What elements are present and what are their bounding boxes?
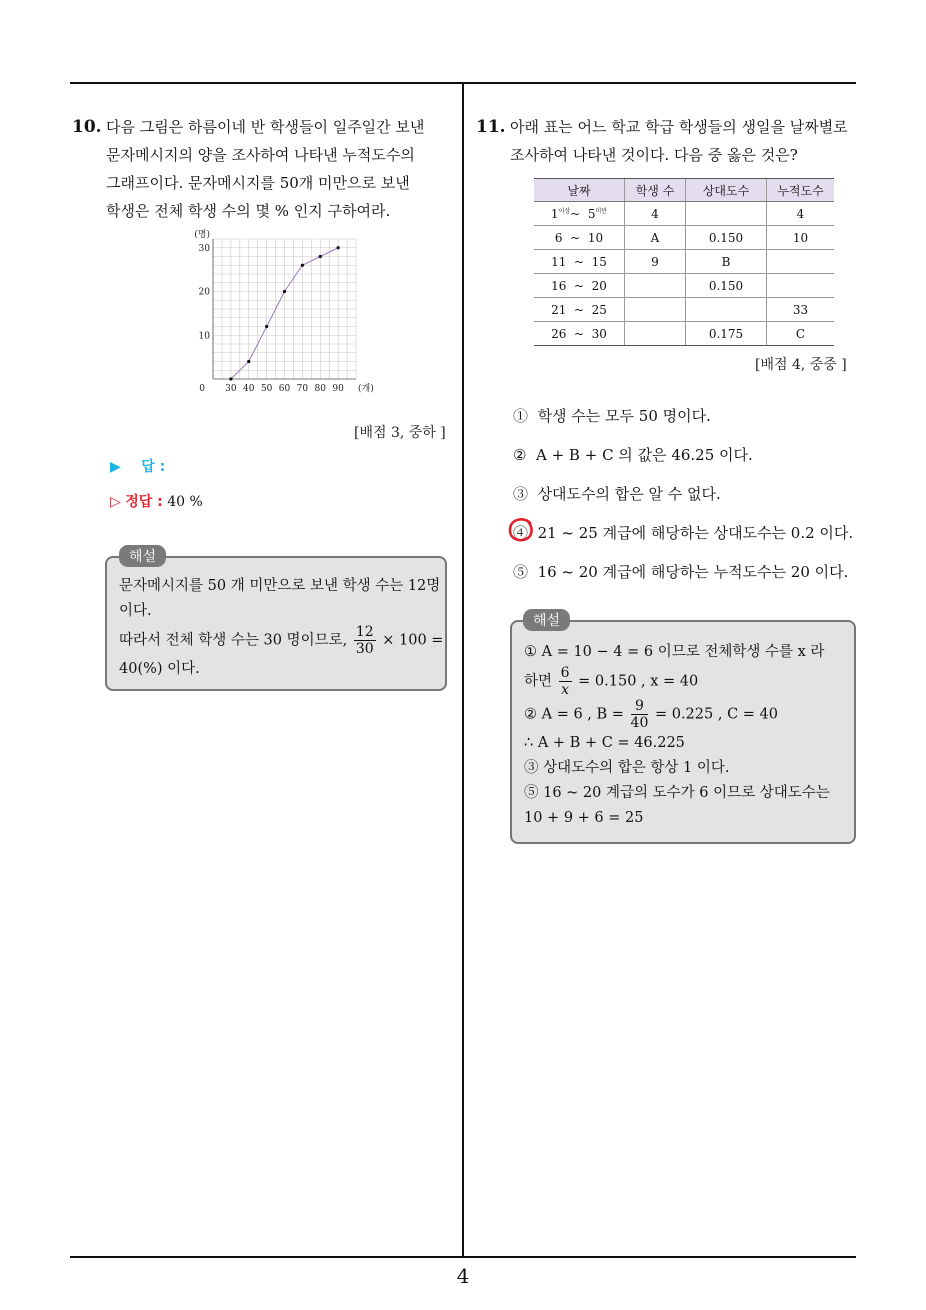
y-tick-label: 10 [198, 331, 210, 342]
table-cell: 16 ~ 20 [534, 274, 625, 298]
table-cell [767, 274, 835, 298]
table-cell [625, 322, 686, 346]
option-4[interactable] [513, 522, 853, 543]
solution-text: 따라서 전체 학생 수는 30 명이므로, [119, 632, 348, 649]
option-mark: ③ [513, 485, 529, 503]
table-cell: 6 ~ 10 [534, 226, 625, 250]
table-cell: B [686, 250, 767, 274]
option-text: 16 ~ 20 계급에 해당하는 누적도수는 20 이다. [537, 563, 849, 581]
solution-fraction [631, 698, 649, 731]
question-text-line: 학생은 전체 학생 수의 몇 % 인지 구하여라. [106, 202, 391, 220]
solution-line: 문자메시지를 50 개 미만으로 보낸 학생 수는 12명 [119, 578, 441, 594]
bottom-rule [70, 1256, 856, 1258]
option-1[interactable] [513, 405, 711, 426]
table-cell: 26 ~ 30 [534, 322, 625, 346]
data-point [265, 325, 268, 328]
table-row [534, 274, 834, 298]
fraction-numerator: 6 [560, 665, 570, 681]
fraction-denominator: x [561, 682, 570, 698]
table-row [534, 202, 834, 226]
x-tick-label: 90 [332, 384, 344, 394]
x-tick-label: 80 [314, 384, 326, 394]
question-10-score: [배점 3, 중하 ] [354, 425, 446, 441]
option-mark: ④ [513, 524, 529, 542]
option-mark: ① [513, 407, 529, 425]
column-divider [462, 84, 464, 1256]
data-point [247, 360, 250, 363]
solution-text: 하면 [524, 673, 553, 690]
answer-row [110, 456, 165, 476]
solution-text: = 0.150 , x = 40 [578, 673, 699, 690]
table-cell: 11 ~ 15 [534, 250, 625, 274]
solution-tag-11: 해설 [523, 609, 570, 631]
table-row [534, 322, 834, 346]
fraction-numerator: 12 [355, 624, 374, 640]
question-text-line: 문자메시지의 양을 조사하여 나타낸 누적도수의 [106, 146, 415, 164]
table-row [534, 226, 834, 250]
range-to: 5 [587, 207, 596, 221]
question-11-text [510, 113, 860, 169]
data-point [301, 264, 304, 267]
question-10-text [106, 113, 446, 225]
solution-text: = 0.225 , C = 40 [654, 706, 778, 723]
x-tick-label: 30 [225, 384, 237, 394]
table-header: 누적도수 [767, 179, 835, 202]
data-point [319, 255, 322, 258]
fraction-numerator: 9 [631, 698, 649, 715]
solution-text: ② A = 6 , B = [524, 706, 624, 723]
correct-answer-row [110, 491, 203, 511]
solution-line: ③ 상대도수의 합은 항상 1 이다. [524, 760, 730, 776]
option-text: 학생 수는 모두 50 명이다. [537, 407, 711, 425]
option-mark: ⑤ [513, 563, 529, 581]
table-cell: C [767, 322, 835, 346]
table-cell: A [625, 226, 686, 250]
cumulative-frequency-chart [190, 226, 380, 398]
range-from-sup: 이상 [558, 208, 571, 215]
solution-line: ⑤ 16 ~ 20 계급의 도수가 6 이므로 상대도수는 [524, 785, 830, 801]
answer-label: 답 : [141, 459, 166, 475]
option-mark: ② [513, 446, 527, 464]
question-10-number: 10. [72, 117, 102, 137]
table-cell: 4 [625, 202, 686, 226]
question-text-line: 조사하여 나타낸 것이다. 다음 중 옳은 것은? [510, 146, 798, 164]
solution-fraction [559, 665, 572, 698]
table-cell [686, 202, 767, 226]
option-3[interactable] [513, 483, 721, 504]
origin-label: 0 [199, 384, 205, 394]
table-cell [625, 298, 686, 322]
solution-line: 이다. [119, 603, 152, 619]
table-cell-range: $1^{이상}\sim$ $5^{미만}$ [534, 202, 625, 226]
table-cell [767, 250, 835, 274]
data-point [283, 290, 286, 293]
solution-line: ① A = 10 − 4 = 6 이므로 전체학생 수를 x 라 [524, 644, 825, 660]
data-point [229, 377, 232, 380]
option-text: A + B + C 의 값은 46.25 이다. [536, 446, 753, 464]
table-cell [686, 298, 767, 322]
fraction-denominator: 30 [355, 641, 374, 657]
x-tick-label: 60 [278, 384, 291, 394]
question-text-line: 그래프이다. 문자메시지를 50개 미만으로 보낸 [106, 174, 410, 192]
table-row [534, 250, 834, 274]
question-text-line: 다음 그림은 하름이네 반 학생들이 일주일간 보낸 [106, 118, 425, 136]
table-row [534, 298, 834, 322]
table-cell: 10 [767, 226, 835, 250]
correct-arrow-icon: ▷ [110, 494, 121, 510]
page-number: 4 [456, 1264, 470, 1288]
table-header: 상대도수 [686, 179, 767, 202]
table-cell: 33 [767, 298, 835, 322]
frequency-table [534, 178, 834, 346]
table-header: 날짜 [534, 179, 625, 202]
correct-label: 정답 : [125, 494, 163, 510]
solution-fraction [354, 624, 376, 657]
table-cell: 21 ~ 25 [534, 298, 625, 322]
question-text-line: 아래 표는 어느 학교 학급 학생들의 생일을 날짜별로 [510, 118, 848, 136]
solution-line: 40(%) 이다. [119, 661, 200, 677]
solution-box-10 [105, 556, 447, 691]
x-tick-label: 70 [296, 384, 309, 394]
x-tick-label: 50 [260, 384, 273, 394]
solution-tag-10: 해설 [119, 545, 166, 567]
option-text: 21 ~ 25 계급에 해당하는 상대도수는 0.2 이다. [537, 524, 854, 542]
data-point [337, 246, 340, 249]
selected-answer-circle-icon [506, 516, 536, 546]
solution-line [524, 698, 854, 731]
y-axis-label: (명) [194, 230, 210, 240]
range-from: 1 [550, 207, 559, 221]
solution-line: ∴ A + B + C = 46.225 [524, 735, 685, 751]
table-cell: 0.150 [686, 226, 767, 250]
option-text: 상대도수의 합은 알 수 없다. [537, 485, 721, 503]
table-header: 학생 수 [625, 179, 686, 202]
table-cell: 0.175 [686, 322, 767, 346]
solution-line [524, 665, 854, 698]
solution-line: 10 + 9 + 6 = 25 [524, 810, 644, 826]
fraction-denominator: 40 [630, 715, 649, 731]
answer-arrow-icon: ▶ [110, 459, 121, 475]
table-cell: 0.150 [686, 274, 767, 298]
solution-line [119, 624, 445, 657]
table-cell [625, 274, 686, 298]
solution-text: × 100 = [382, 632, 444, 649]
question-11-score: [배점 4, 중중 ] [755, 357, 847, 373]
option-2[interactable] [513, 444, 753, 465]
x-tick-label: 40 [243, 384, 255, 394]
option-5[interactable] [513, 561, 848, 582]
table-cell: 9 [625, 250, 686, 274]
solution-box-11 [510, 620, 856, 844]
question-11-number: 11. [476, 117, 506, 137]
correct-value: 40 % [167, 494, 203, 510]
y-tick-label: 20 [198, 287, 210, 298]
table-cell: 4 [767, 202, 835, 226]
x-axis-label: (개) [358, 384, 374, 394]
range-to-sup: 미만 [595, 208, 608, 215]
y-tick-label: 30 [198, 243, 210, 254]
table-header-row [534, 179, 834, 202]
